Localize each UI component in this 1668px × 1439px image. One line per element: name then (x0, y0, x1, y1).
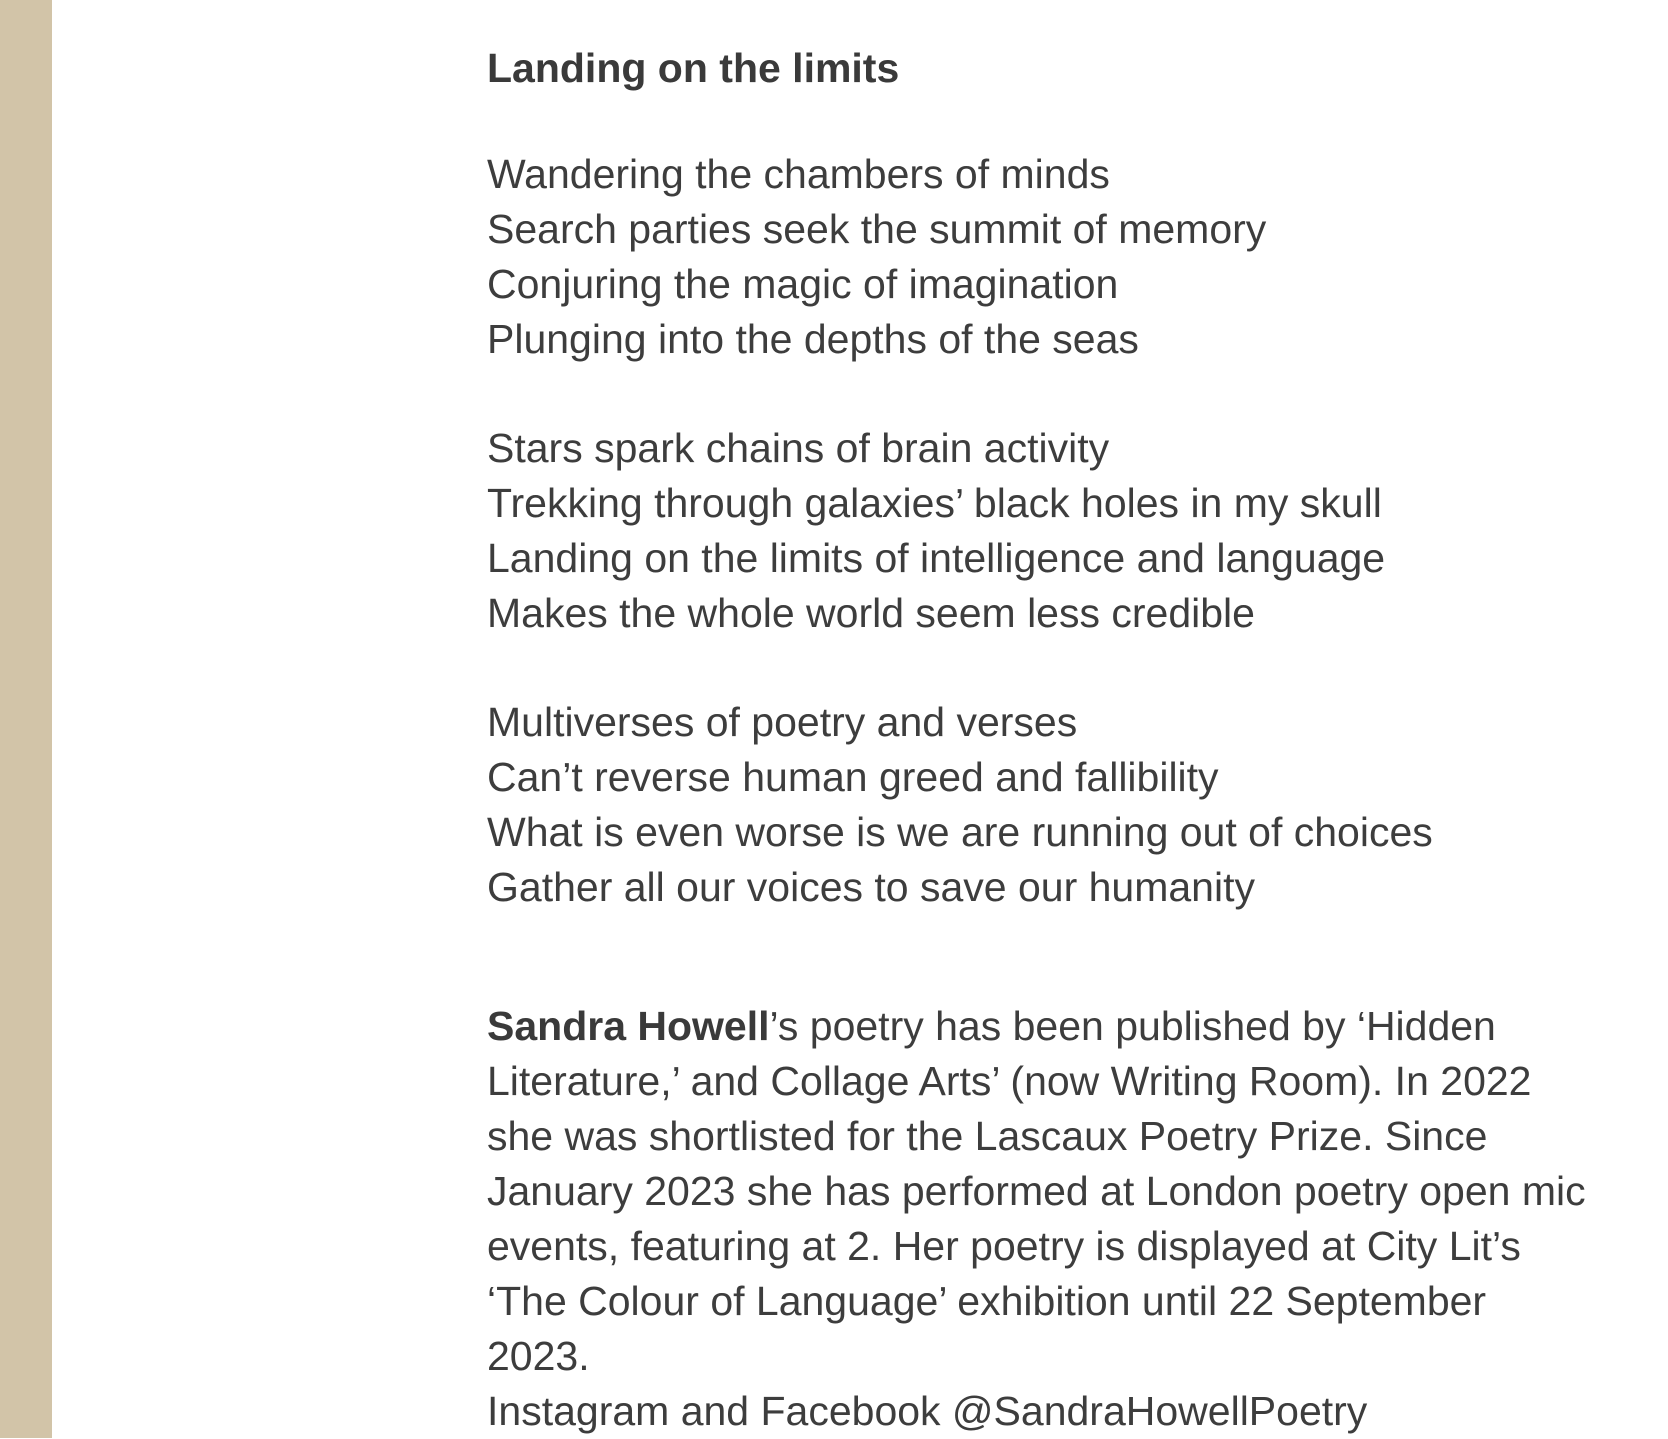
bio-line (487, 999, 1668, 1054)
bio-line: January 2023 she has performed at London poetry open mic (487, 1168, 1586, 1214)
poem-line: Conjuring the magic of imagination (487, 261, 1119, 307)
poem-line: Wandering the chambers of minds (487, 151, 1110, 197)
poem-stanza-1 (487, 147, 1668, 367)
article-content (487, 38, 1668, 1439)
author-name: Sandra Howell (487, 1003, 770, 1049)
poem-line: Makes the whole world seem less credible (487, 590, 1255, 636)
poem-line: Search parties seek the summit of memory (487, 206, 1267, 252)
bio-line: ‘The Colour of Language’ exhibition until 22 September (487, 1278, 1487, 1324)
poem-line: What is even worse is we are running out of choices (487, 809, 1433, 855)
bio-line: Literature,’ and Collage Arts’ (now Writing Room). In 2022 (487, 1058, 1532, 1104)
poem-title: Landing on the limits (487, 45, 900, 91)
poem-line: Multiverses of poetry and verses (487, 699, 1078, 745)
poem-line: Landing on the limits of intelligence and language (487, 535, 1386, 581)
poem-stanza-3 (487, 695, 1668, 915)
poem-line: Gather all our voices to save our humanity (487, 864, 1255, 910)
poem-line: Can’t reverse human greed and fallibility (487, 754, 1219, 800)
poem-line: Stars spark chains of brain activity (487, 425, 1110, 471)
poem-stanza-2 (487, 421, 1668, 641)
bio-line: 2023. (487, 1333, 590, 1379)
poem-line: Trekking through galaxies’ black holes in my skull (487, 480, 1382, 526)
left-sidebar-strip (0, 0, 52, 1438)
author-bio (487, 999, 1668, 1439)
bio-line: she was shortlisted for the Lascaux Poetry Prize. Since (487, 1113, 1488, 1159)
bio-text: ’s poetry has been published by ‘Hidden (769, 1003, 1496, 1049)
social-handle: Instagram and Facebook @SandraHowellPoetry (487, 1388, 1368, 1434)
poem-line: Plunging into the depths of the seas (487, 316, 1139, 362)
bio-line: events, featuring at 2. Her poetry is displayed at City Lit’s (487, 1223, 1521, 1269)
